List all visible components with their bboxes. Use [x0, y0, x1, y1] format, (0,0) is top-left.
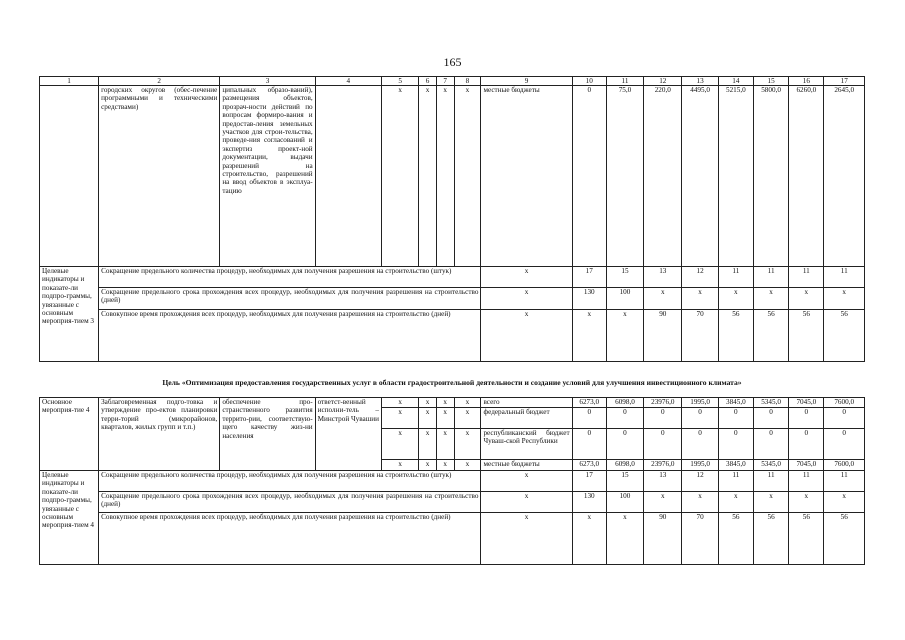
col-header: 16: [789, 77, 824, 86]
value-cell: 56: [789, 310, 824, 362]
mark-cell: x: [419, 429, 437, 460]
event-result: ципальных образо-ваний), размещения объектов, прозрач-ности действий по вопросам формиро-вания и предостав-ления земельных участков для строи-тельства, проведе-ния согласований и экспертиз проект-ной документации, выдачи разрешений на строительство, разрешений на ввод объектов в эксплуа-тацию: [220, 86, 315, 267]
value-cell: 56: [718, 513, 753, 565]
value-cell: 56: [824, 513, 865, 565]
value-cell: 2645,0: [824, 86, 865, 267]
value-cell: 15: [606, 471, 643, 492]
value-cell: 130: [572, 288, 606, 310]
value-cell: 6260,0: [789, 86, 824, 267]
value-cell: 11: [718, 471, 753, 492]
mark-cell: x: [481, 310, 572, 362]
col-header: 9: [481, 77, 572, 86]
value-cell: 0: [572, 408, 606, 429]
main-event-executor: ответст-венный исполни-тель – Минстрой Чувашии: [315, 398, 381, 471]
value-cell: 0: [824, 408, 865, 429]
value-cell: 4495,0: [682, 86, 718, 267]
value-cell: 0: [682, 429, 718, 460]
funding-source: всего: [481, 398, 572, 408]
value-cell: 11: [753, 471, 788, 492]
mark-cell: x: [419, 408, 437, 429]
indicator-row: [40, 471, 865, 492]
mark-cell: x: [419, 398, 437, 408]
col-header: 12: [644, 77, 682, 86]
value-cell: x: [824, 288, 865, 310]
mark-cell: x: [481, 471, 572, 492]
value-cell: 6098,0: [606, 460, 643, 471]
value-cell: 0: [824, 429, 865, 460]
value-cell: 90: [644, 310, 682, 362]
funding-row: [40, 398, 865, 408]
value-cell: 56: [753, 310, 788, 362]
value-cell: 0: [572, 86, 606, 267]
value-cell: 70: [682, 513, 718, 565]
mark-cell: x: [436, 86, 454, 267]
value-cell: 23976,0: [644, 398, 682, 408]
value-cell: x: [718, 288, 753, 310]
indicator-text: Совокупное время прохождения всех процедур, необходимых для получения разрешения на строительство (дней): [99, 513, 481, 565]
funding-source: республиканский бюджет Чуваш-ской Республики: [481, 429, 572, 460]
value-cell: 15: [606, 267, 643, 288]
value-cell: x: [718, 492, 753, 513]
col-header: 11: [606, 77, 643, 86]
mark-cell: x: [481, 492, 572, 513]
value-cell: 6273,0: [572, 460, 606, 471]
value-cell: x: [753, 288, 788, 310]
value-cell: 5215,0: [718, 86, 753, 267]
value-cell: 11: [824, 267, 865, 288]
value-cell: 0: [789, 429, 824, 460]
indicator-text: Сокращение предельного срока прохождения всех процедур, необходимых для получения разрешения на строительство (дней): [99, 288, 481, 310]
mark-cell: x: [481, 288, 572, 310]
value-cell: 56: [789, 513, 824, 565]
value-cell: x: [606, 310, 643, 362]
value-cell: x: [644, 288, 682, 310]
value-cell: 12: [682, 471, 718, 492]
value-cell: 0: [644, 429, 682, 460]
indicator-text: Сокращение предельного количества процедур, необходимых для получения разрешения на строительство (штук): [99, 471, 481, 492]
value-cell: 1995,0: [682, 460, 718, 471]
mark-cell: x: [454, 460, 481, 471]
mark-cell: x: [419, 86, 437, 267]
value-cell: x: [824, 492, 865, 513]
value-cell: 0: [753, 408, 788, 429]
mark-cell: x: [381, 460, 418, 471]
value-cell: 7600,0: [824, 398, 865, 408]
value-cell: 11: [824, 471, 865, 492]
funding-source: федеральный бюджет: [481, 408, 572, 429]
value-cell: 5800,0: [753, 86, 788, 267]
col-header: 17: [824, 77, 865, 86]
indicator-row: [40, 513, 865, 565]
goal-heading: Цель «Оптимизация предоставления государственных услуг в области градостроительной деятельности и создание условий для улучшения инвестиционного климата»: [162, 378, 742, 387]
main-event-result: обеспечение про-странственного развития террито-рии, соответствую-щего качеству жиз-ни населения: [220, 398, 315, 471]
value-cell: 0: [606, 408, 643, 429]
indicator-text: Сокращение предельного срока прохождения всех процедур, необходимых для получения разрешения на строительство (дней): [99, 492, 481, 513]
col-header: 10: [572, 77, 606, 86]
mark-cell: x: [481, 513, 572, 565]
table-row: [40, 86, 865, 267]
indicator-row: [40, 288, 865, 310]
value-cell: 0: [753, 429, 788, 460]
value-cell: 13: [644, 267, 682, 288]
value-cell: x: [606, 513, 643, 565]
value-cell: x: [789, 492, 824, 513]
value-cell: 90: [644, 513, 682, 565]
value-cell: x: [682, 492, 718, 513]
mark-cell: x: [436, 398, 454, 408]
mark-cell: x: [381, 429, 418, 460]
value-cell: 56: [753, 513, 788, 565]
value-cell: 13: [644, 471, 682, 492]
mark-cell: x: [454, 408, 481, 429]
value-cell: 17: [572, 471, 606, 492]
value-cell: 0: [572, 429, 606, 460]
program-table-part-1: [39, 76, 865, 362]
value-cell: x: [682, 288, 718, 310]
value-cell: 0: [718, 429, 753, 460]
mark-cell: x: [436, 429, 454, 460]
value-cell: 0: [644, 408, 682, 429]
indicator-row: [40, 310, 865, 362]
mark-cell: x: [436, 460, 454, 471]
value-cell: 23976,0: [644, 460, 682, 471]
program-table-part-2: [39, 397, 865, 565]
value-cell: x: [789, 288, 824, 310]
value-cell: 100: [606, 492, 643, 513]
value-cell: 56: [824, 310, 865, 362]
value-cell: x: [644, 492, 682, 513]
value-cell: 0: [718, 408, 753, 429]
main-event-name: Основное мероприя-тие 4: [40, 398, 99, 471]
funding-source: местные бюджеты: [481, 460, 572, 471]
value-cell: 11: [718, 267, 753, 288]
value-cell: 0: [606, 429, 643, 460]
value-cell: 130: [572, 492, 606, 513]
indicator-row: [40, 492, 865, 513]
mark-cell: x: [381, 408, 418, 429]
col-header: 1: [40, 77, 99, 86]
value-cell: 220,0: [644, 86, 682, 267]
mark-cell: x: [454, 398, 481, 408]
col-header: 5: [381, 77, 418, 86]
mark-cell: x: [436, 408, 454, 429]
indicator-text: Сокращение предельного количества процедур, необходимых для получения разрешения на строительство (штук): [99, 267, 481, 288]
value-cell: x: [572, 513, 606, 565]
value-cell: 1995,0: [682, 398, 718, 408]
value-cell: x: [753, 492, 788, 513]
value-cell: 5345,0: [753, 460, 788, 471]
col-header: 4: [315, 77, 381, 86]
value-cell: 56: [718, 310, 753, 362]
value-cell: 12: [682, 267, 718, 288]
value-cell: 0: [682, 408, 718, 429]
value-cell: 7045,0: [789, 460, 824, 471]
col-header: 2: [99, 77, 220, 86]
value-cell: 17: [572, 267, 606, 288]
value-cell: 11: [753, 267, 788, 288]
value-cell: 11: [789, 267, 824, 288]
column-header-row: [40, 77, 865, 86]
value-cell: 70: [682, 310, 718, 362]
col-header: 8: [454, 77, 481, 86]
col-header: 6: [419, 77, 437, 86]
value-cell: 3845,0: [718, 398, 753, 408]
mark-cell: x: [381, 86, 418, 267]
value-cell: 100: [606, 288, 643, 310]
value-cell: 7600,0: [824, 460, 865, 471]
indicator-text: Совокупное время прохождения всех процедур, необходимых для получения разрешения на строительство (дней): [99, 310, 481, 362]
mark-cell: x: [454, 429, 481, 460]
value-cell: 75,0: [606, 86, 643, 267]
value-cell: 5345,0: [753, 398, 788, 408]
value-cell: 11: [789, 471, 824, 492]
indicators-label: Целевые индикаторы и показате-ли подпро-граммы, увязанные с основным мероприя-тием 4: [40, 471, 99, 565]
value-cell: x: [572, 310, 606, 362]
indicator-row: [40, 267, 865, 288]
col-header: 13: [682, 77, 718, 86]
col-header: 7: [436, 77, 454, 86]
value-cell: 7045,0: [789, 398, 824, 408]
value-cell: 6098,0: [606, 398, 643, 408]
value-cell: 6273,0: [572, 398, 606, 408]
col-header: 15: [753, 77, 788, 86]
page-number: 165: [443, 55, 462, 69]
indicators-label: Целевые индикаторы и показате-ли подпро-граммы, увязанные с основным мероприя-тием 3: [40, 267, 99, 362]
mark-cell: x: [419, 460, 437, 471]
mark-cell: x: [381, 398, 418, 408]
value-cell: 0: [789, 408, 824, 429]
event-description: городских округов (обес-печение программными и техническими средствами): [99, 86, 220, 267]
col-header: 14: [718, 77, 753, 86]
main-event-description: Заблаговременная подго-товка и утверждение про-ектов планировки терри-торий (микрорайонов, кварталов, жилых групп и т.п.): [99, 398, 220, 471]
mark-cell: x: [481, 267, 572, 288]
mark-cell: x: [454, 86, 481, 267]
col-header: 3: [220, 77, 315, 86]
funding-source: местные бюджеты: [481, 86, 572, 267]
value-cell: 3845,0: [718, 460, 753, 471]
